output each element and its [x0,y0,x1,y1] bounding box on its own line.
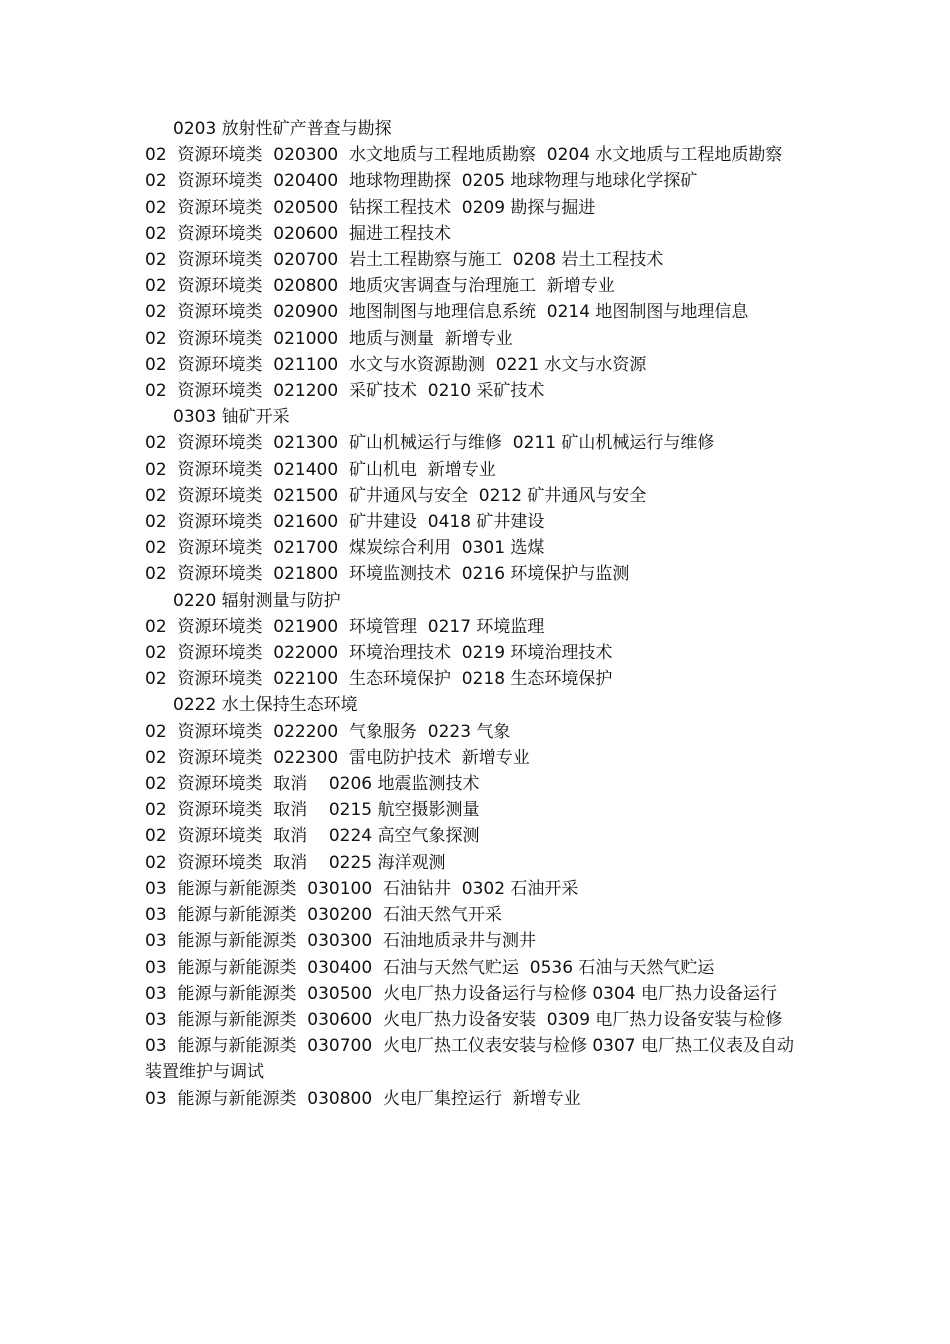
catalog-entry: 02 资源环境类 020600 掘进工程技术 [145,223,451,244]
catalog-entry: 03 能源与新能源类 030100 石油钻井 0302 石油开采 [145,878,579,899]
catalog-entry: 02 资源环境类 021300 矿山机械运行与维修 0211 矿山机械运行与维修 [145,433,715,454]
catalog-entry: 02 资源环境类 取消 0225 海洋观测 [145,852,446,873]
catalog-entry: 02 资源环境类 021500 矿井通风与安全 0212 矿井通风与安全 [145,485,647,506]
catalog-entry: 03 能源与新能源类 030800 火电厂集控运行 新增专业 [145,1088,581,1109]
catalog-entry: 02 资源环境类 020800 地质灾害调查与治理施工 新增专业 [145,276,615,297]
catalog-entry: 02 资源环境类 020900 地图制图与地理信息系统 0214 地图制图与地理信息 [145,302,749,323]
catalog-entry: 03 能源与新能源类 030300 石油地质录井与测井 [145,931,536,952]
catalog-entry: 03 能源与新能源类 030600 火电厂热力设备安装 0309 电厂热力设备安装与检修 [145,1009,783,1030]
catalog-subentry: 0222 水土保持生态环境 [173,695,358,716]
catalog-entry: 02 资源环境类 020400 地球物理勘探 0205 地球物理与地球化学探矿 [145,171,698,192]
catalog-entry: 02 资源环境类 020300 水文地质与工程地质勘察 0204 水文地质与工程地质勘察 [145,145,783,166]
catalog-entry: 02 资源环境类 021800 环境监测技术 0216 环境保护与监测 [145,564,630,585]
catalog-entry: 02 资源环境类 取消 0215 航空摄影测量 [145,800,480,821]
catalog-entry: 03 能源与新能源类 030200 石油天然气开采 [145,905,502,926]
catalog-subentry: 0203 放射性矿产普查与勘探 [173,119,392,139]
catalog-entry: 02 资源环境类 022000 环境治理技术 0219 环境治理技术 [145,643,613,664]
catalog-entry: 03 能源与新能源类 030700 火电厂热工仪表安装与检修 0307 电厂热工仪表及自动装置维护与调试 [145,1036,795,1083]
catalog-entry: 02 资源环境类 020500 钻探工程技术 0209 勘探与掘进 [145,197,596,218]
catalog-subentry: 0303 铀矿开采 [173,407,290,428]
catalog-entry: 03 能源与新能源类 030400 石油与天然气贮运 0536 石油与天然气贮运 [145,957,715,978]
catalog-entry: 02 资源环境类 021000 地质与测量 新增专业 [145,328,513,349]
catalog-entry: 02 资源环境类 021200 采矿技术 0210 采矿技术 [145,381,545,402]
catalog-entry: 02 资源环境类 022200 气象服务 0223 气象 [145,721,511,742]
catalog-entry: 02 资源环境类 022100 生态环境保护 0218 生态环境保护 [145,669,613,690]
catalog-entry: 02 资源环境类 021100 水文与水资源勘测 0221 水文与水资源 [145,354,647,375]
catalog-entry: 02 资源环境类 021600 矿井建设 0418 矿井建设 [145,512,545,533]
catalog-entry: 03 能源与新能源类 030500 火电厂热力设备运行与检修 0304 电厂热力设备运行 [145,983,778,1004]
catalog-entry: 02 资源环境类 021700 煤炭综合利用 0301 选煤 [145,538,545,559]
catalog-entry: 02 资源环境类 021400 矿山机电 新增专业 [145,459,496,480]
catalog-entry: 02 资源环境类 取消 0224 高空气象探测 [145,826,480,847]
catalog-subentry: 0220 辐射测量与防护 [173,590,341,611]
catalog-entry: 02 资源环境类 022300 雷电防护技术 新增专业 [145,747,530,768]
catalog-entry: 02 资源环境类 020700 岩土工程勘察与施工 0208 岩土工程技术 [145,250,664,271]
document-body [145,116,805,1112]
catalog-entry: 02 资源环境类 取消 0206 地震监测技术 [145,774,480,795]
catalog-entry: 02 资源环境类 021900 环境管理 0217 环境监理 [145,616,545,637]
